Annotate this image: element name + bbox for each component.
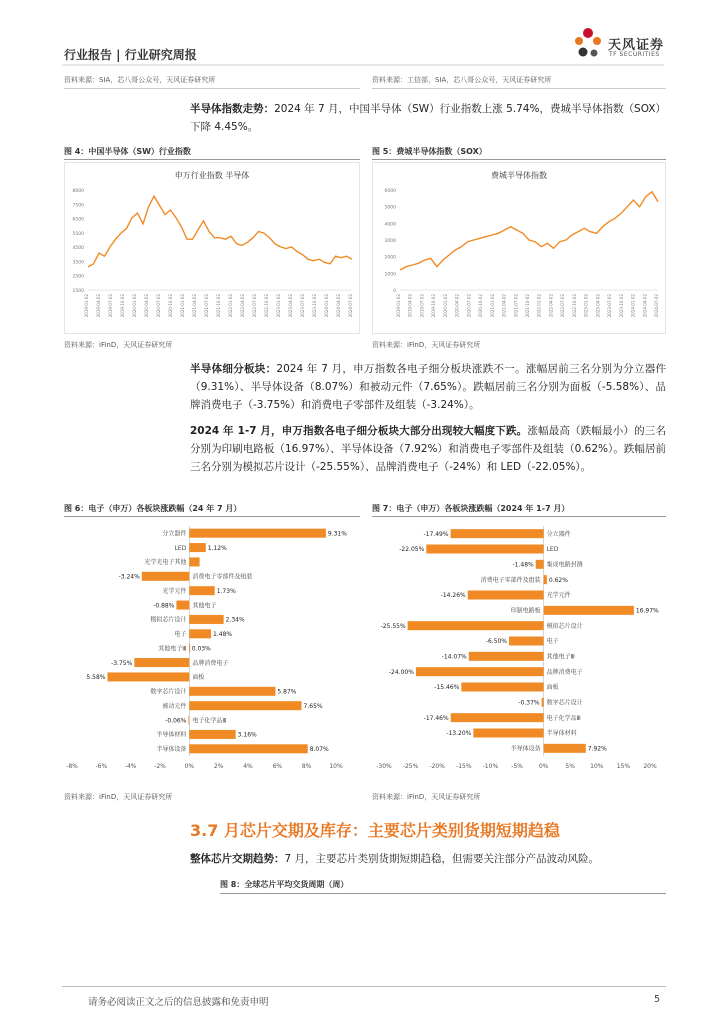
paragraph-lead: 半导体细分板块： — [190, 363, 277, 375]
x-tick-label: 2019-01-02 — [396, 294, 401, 318]
bar — [426, 545, 543, 554]
category-label: 模拟芯片设计 — [546, 622, 583, 630]
bar — [142, 572, 190, 581]
x-tick-label: 10% — [590, 763, 604, 770]
x-tick-label: 2024-07-02 — [654, 294, 659, 318]
x-tick-label: 2019-04-02 — [96, 294, 101, 318]
value-label: 5.58% — [86, 674, 106, 682]
x-tick-label: 8% — [301, 763, 312, 770]
category-label: 电子化学品Ⅲ — [192, 717, 227, 725]
y-tick-label: 1000 — [384, 272, 396, 278]
category-label: 面板 — [192, 674, 205, 682]
divider — [64, 88, 360, 89]
bar — [544, 575, 547, 584]
x-tick-label: 2022-10-02 — [571, 294, 577, 318]
category-label: 数字芯片设计 — [150, 688, 187, 696]
x-tick-label: 2021-04-02 — [501, 294, 507, 318]
bar — [544, 606, 634, 615]
x-tick-label: 2024-04-02 — [642, 294, 648, 318]
bar — [468, 591, 544, 600]
category-label: 集成电路封测 — [546, 561, 583, 569]
category-label: 半导体设备 — [510, 745, 541, 753]
y-tick-label: 8000 — [72, 189, 84, 194]
category-label: 面板 — [546, 684, 559, 692]
x-tick-label: -5% — [511, 763, 523, 770]
x-tick-label: 2023-04-02 — [595, 294, 601, 318]
x-tick-label: 4% — [243, 763, 253, 770]
page-number: 5 — [654, 994, 661, 1005]
value-label: 2.34% — [225, 616, 245, 624]
paragraph-lead: 2024 年 1-7 月，申万指数各电子细分板块大部分出现较大幅度下跌。 — [190, 425, 528, 437]
x-tick-label: 2019-10-02 — [120, 294, 125, 318]
paragraph-lead: 整体芯片交期趋势： — [190, 853, 285, 865]
bar — [188, 716, 189, 725]
fig5-source: 资料来源：iFinD，天风证券研究所 — [372, 341, 481, 349]
category-label: 其他电子Ⅲ — [546, 653, 575, 661]
category-label: 品牌消费电子 — [546, 668, 583, 676]
category-label: 分立器件 — [546, 530, 571, 538]
footer-disclaimer: 请务必阅读正文之后的信息披露和免责申明 — [88, 997, 269, 1008]
x-tick-label: 2020-07-02 — [156, 294, 161, 318]
y-tick-label: 3000 — [384, 239, 396, 244]
x-tick-label: 2022-04-02 — [548, 294, 554, 318]
fig4-chart — [64, 162, 360, 334]
paragraph-body: 2024 年 7 月，中国半导体（SW）行业指数上涨 5.74%，费城半导体指数（SOX）下降 4.45%。 — [190, 103, 666, 133]
x-tick-label: 2022-07-02 — [560, 294, 566, 318]
y-tick-label: 4000 — [384, 222, 396, 228]
value-label: 8.07% — [309, 746, 329, 754]
bar — [509, 637, 544, 646]
bar — [134, 658, 189, 667]
bar — [461, 683, 543, 692]
value-label: -15.46% — [434, 684, 460, 692]
fig4-title: 图 4：中国半导体（SW）行业指数 — [64, 147, 191, 156]
x-tick-label: 2023-04-02 — [288, 294, 293, 318]
chart-title: 费城半导体指数 — [491, 171, 547, 180]
x-tick-label: 2020-01-02 — [132, 294, 137, 318]
value-label: -0.37% — [518, 699, 540, 707]
top-source-left: 资料来源：SIA，芯八哥公众号，天风证券研究所 — [64, 76, 216, 84]
x-tick-label: -6% — [95, 763, 108, 770]
y-tick-label: 6000 — [384, 189, 396, 194]
fig6-source: 资料来源：iFinD，天风证券研究所 — [64, 793, 173, 801]
x-tick-label: 0% — [184, 763, 195, 770]
bar — [189, 744, 307, 753]
divider — [372, 516, 666, 517]
bar — [176, 601, 189, 610]
x-tick-label: 0% — [538, 763, 549, 770]
bar — [189, 644, 190, 653]
fig5-title: 图 5：费城半导体指数（SOX） — [372, 147, 487, 156]
value-label: 5.87% — [277, 688, 297, 696]
category-label: 分立器件 — [162, 530, 187, 538]
x-tick-label: -20% — [429, 763, 445, 770]
x-tick-label: 2021-07-02 — [204, 294, 209, 318]
bar — [189, 730, 235, 739]
category-label: 半导体材料 — [156, 731, 187, 739]
value-label: -6.50% — [485, 638, 508, 646]
x-tick-label: 2021-01-02 — [180, 294, 185, 318]
y-tick-label: 4500 — [72, 246, 84, 252]
x-tick-label: 2019-10-02 — [431, 294, 437, 318]
x-tick-label: 2021-10-02 — [216, 294, 221, 318]
x-tick-label: 2021-04-02 — [192, 294, 197, 318]
x-tick-label: 2021-01-02 — [489, 294, 495, 318]
category-label: 消费电子零部件及组装 — [480, 576, 541, 584]
logo-subtitle: TF SECURITIES — [609, 51, 660, 58]
x-tick-label: 2023-07-02 — [607, 294, 613, 318]
bar — [189, 529, 326, 538]
report-type: 行业报告 | 行业研究周报 — [64, 48, 197, 62]
bar — [189, 543, 205, 552]
paragraph-july-sectors — [190, 360, 666, 414]
value-label: -14.07% — [441, 653, 467, 661]
x-tick-label: 5% — [565, 763, 575, 770]
value-label: -17.46% — [423, 714, 449, 722]
x-tick-label: 2022-07-02 — [252, 294, 257, 318]
category-label: 半导体材料 — [546, 730, 577, 738]
x-tick-label: -30% — [376, 763, 392, 770]
y-tick-label: 7500 — [72, 203, 84, 209]
x-tick-label: -2% — [154, 763, 166, 770]
x-tick-label: 2022-04-02 — [240, 294, 245, 318]
value-label: 0.03% — [191, 645, 211, 653]
paragraph-body: 7 月，主要芯片类别货期短期趋稳，但需要关注部分产品波动风险。 — [284, 853, 600, 865]
x-tick-label: 2021-10-02 — [525, 294, 530, 318]
logo-icon — [570, 26, 606, 62]
category-label: 模拟芯片设计 — [150, 616, 187, 624]
value-label: -0.06% — [165, 717, 187, 725]
x-tick-label: 2020-07-02 — [466, 294, 472, 318]
fig7-title: 图 7：电子（申万）各板块涨跌幅（2024 年 1-7 月） — [372, 504, 570, 513]
y-tick-label: 6500 — [72, 217, 84, 223]
x-tick-label: 2020-04-02 — [144, 294, 149, 318]
fig8-title: 图 8：全球芯片平均交货周期（周） — [220, 880, 349, 889]
x-tick-label: 2023-10-02 — [312, 294, 317, 318]
bar — [189, 629, 211, 638]
paragraph-body: 涨幅最高（跌幅最小）的三名分别为印刷电路板（16.97%）、半导体设备（7.92%）和消费电子零部件及组装（0.62%）。跌幅居前三名分别为模拟芯片设计（-25.55%）、品牌消费电子（-24%）和 LED（-22.05%）。 — [190, 425, 666, 473]
value-label: 3.16% — [237, 731, 257, 739]
category-label: 消费电子零部件及组装 — [192, 573, 253, 581]
x-tick-label: 2022-01-02 — [536, 294, 542, 318]
fig6-title: 图 6：电子（申万）各板块涨跌幅（24 年 7 月） — [64, 504, 242, 513]
bar — [469, 652, 544, 661]
category-label: LED — [174, 544, 187, 552]
paragraph-index-trend — [190, 100, 666, 136]
y-tick-label: 2500 — [72, 274, 84, 280]
y-tick-label: 5000 — [384, 205, 396, 211]
x-tick-label: 2019-07-02 — [419, 294, 425, 318]
bar — [189, 557, 199, 566]
y-tick-label: 3500 — [72, 260, 84, 266]
value-label: -24.00% — [388, 668, 414, 676]
x-tick-label: 2% — [213, 763, 224, 770]
x-tick-label: -25% — [402, 763, 419, 770]
value-label: -3.75% — [111, 659, 133, 667]
value-label: -3.24% — [118, 573, 140, 581]
category-label: 品牌消费电子 — [192, 659, 229, 667]
category-label: 其他电子Ⅲ — [158, 645, 187, 653]
bar — [544, 744, 586, 753]
x-tick-label: 2023-01-02 — [583, 294, 589, 318]
category-label: 电子 — [174, 631, 187, 639]
y-tick-label: 2000 — [384, 255, 396, 261]
bar — [542, 698, 544, 707]
value-label: -1.48% — [512, 561, 534, 569]
x-tick-label: -8% — [66, 763, 78, 770]
bar — [408, 621, 544, 630]
x-tick-label: 2022-01-02 — [228, 294, 233, 318]
fig5-chart — [372, 162, 666, 334]
x-tick-label: -10% — [482, 763, 499, 770]
category-label: LED — [546, 546, 559, 554]
category-label: 被动元件 — [162, 702, 187, 710]
paragraph-ytd-sectors — [190, 422, 666, 476]
logo-name: 天风证券 — [608, 38, 665, 53]
value-label: -14.26% — [440, 592, 466, 600]
x-tick-label: 2020-01-02 — [442, 294, 448, 318]
x-tick-label: 2024-07-02 — [348, 294, 353, 318]
category-label: 数字芯片设计 — [546, 699, 583, 707]
divider — [64, 516, 360, 517]
divider — [64, 159, 360, 160]
category-label: 电子 — [546, 638, 559, 646]
x-tick-label: 2023-07-02 — [300, 294, 305, 318]
fig4-source: 资料来源：iFinD，天风证券研究所 — [64, 341, 173, 349]
x-tick-label: 15% — [616, 763, 631, 770]
divider — [372, 159, 666, 160]
value-label: -0.88% — [153, 602, 175, 610]
x-tick-label: 2020-10-02 — [478, 294, 484, 318]
bar — [473, 729, 543, 738]
bar — [107, 672, 189, 681]
value-label: -13.20% — [446, 730, 472, 738]
value-label: 16.97% — [635, 607, 659, 615]
footer-divider — [62, 986, 666, 987]
category-label: 半导体设备 — [156, 746, 187, 754]
value-label: -25.55% — [380, 622, 406, 630]
value-label: 9.31% — [327, 530, 347, 538]
category-label: 光学光电子其他 — [144, 559, 187, 567]
x-tick-label: 2024-04-02 — [336, 294, 341, 318]
bar — [189, 615, 223, 624]
x-tick-label: 2023-10-02 — [618, 294, 624, 318]
category-label: 印制电路板 — [510, 607, 541, 615]
chart-title: 申万行业指数 半导体 — [174, 171, 250, 180]
y-tick-label: 0 — [393, 289, 396, 294]
bar — [189, 586, 214, 595]
x-tick-label: 2020-04-02 — [454, 294, 460, 318]
x-tick-label: 2019-01-02 — [84, 294, 89, 318]
bar — [451, 529, 544, 538]
bar — [189, 687, 275, 696]
value-label: 1.12% — [207, 544, 227, 552]
category-label: 光学元件 — [546, 592, 571, 600]
header-divider — [62, 64, 664, 66]
x-tick-label: 2020-10-02 — [168, 294, 173, 318]
category-label: 其他电子 — [192, 602, 217, 610]
section-title: 3.7 月芯片交期及库存：主要芯片类别货期短期趋稳 — [190, 821, 560, 840]
value-label: -22.05% — [399, 546, 425, 554]
category-label: 光学元件 — [162, 587, 187, 595]
fig6-chart — [64, 522, 360, 780]
x-tick-label: 2021-07-02 — [513, 294, 519, 318]
y-tick-label: 5500 — [72, 231, 84, 237]
paragraph-body: 2024 年 7 月，申万指数各电子细分板块涨跌不一。涨幅居前三名分别为分立器件（9.31%）、半导体设备（8.07%）和被动元件（7.65%）。跌幅居前三名分别为面板（-5.58%）、品牌消费电子（-3.75%）和消费电子零部件及组装（-3.24%）。 — [190, 363, 667, 411]
x-tick-label: 10% — [329, 763, 343, 770]
value-label: 7.65% — [303, 702, 323, 710]
category-label: 电子化学品Ⅲ — [546, 714, 581, 722]
x-tick-label: 20% — [643, 763, 657, 770]
value-label: 0.62% — [548, 576, 568, 584]
fig7-source: 资料来源：iFinD，天风证券研究所 — [372, 793, 481, 801]
value-label: 1.48% — [213, 631, 233, 639]
bar — [536, 560, 544, 569]
x-tick-label: 2022-10-02 — [264, 294, 269, 318]
divider — [220, 893, 666, 894]
bar — [189, 701, 301, 710]
value-label: 7.92% — [587, 745, 607, 753]
x-tick-label: 6% — [272, 763, 283, 770]
value-label: -17.49% — [423, 530, 449, 538]
x-tick-label: 2023-01-02 — [276, 294, 281, 318]
paragraph-lead-time — [190, 850, 666, 868]
bar — [451, 713, 544, 722]
top-source-right: 资料来源：工信部，SIA，芯八哥公众号，天风证券研究所 — [372, 76, 552, 84]
value-label: 1.73% — [216, 587, 236, 595]
x-tick-label: 2024-01-02 — [630, 294, 636, 318]
divider — [372, 88, 666, 89]
x-tick-label: 2019-07-02 — [108, 294, 113, 318]
x-tick-label: 2019-04-02 — [407, 294, 413, 318]
fig7-chart — [372, 522, 666, 780]
bar — [416, 667, 544, 676]
x-tick-label: -4% — [124, 763, 137, 770]
paragraph-lead: 半导体指数走势： — [190, 103, 275, 115]
x-tick-label: -15% — [456, 763, 472, 770]
x-tick-label: 2024-01-02 — [324, 294, 329, 318]
y-tick-label: 1500 — [72, 289, 84, 294]
